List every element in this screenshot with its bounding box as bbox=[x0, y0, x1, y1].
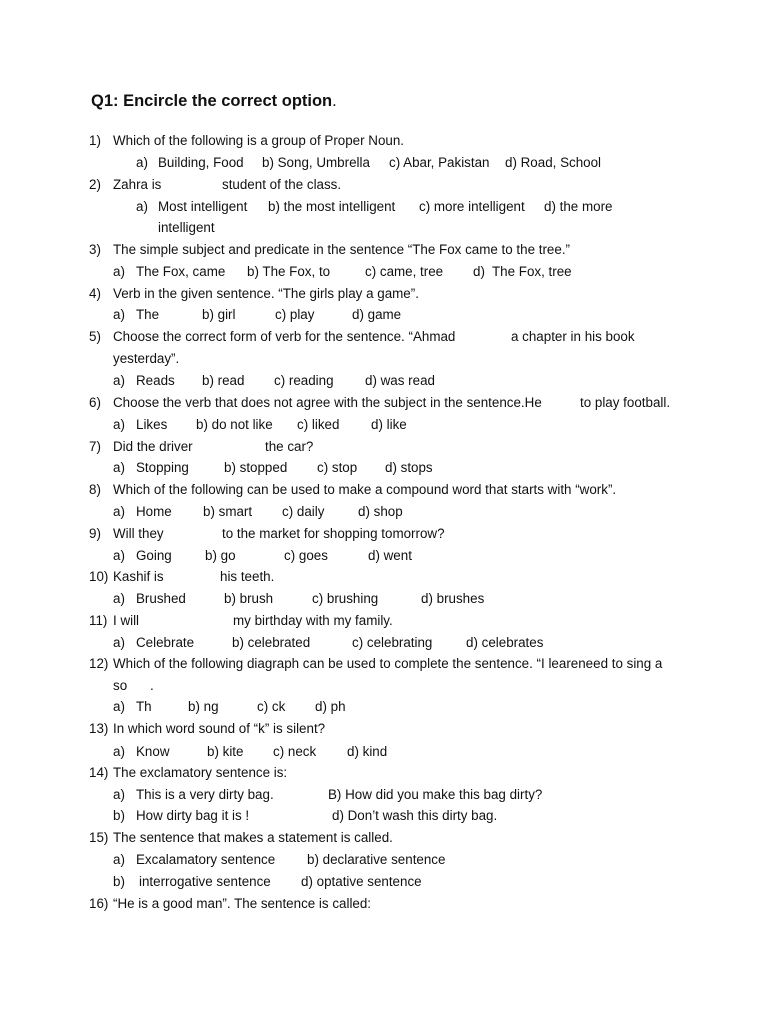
option-d: d) Don’t wash this dirty bag. bbox=[332, 808, 498, 823]
question-text-after-blank: to play football. bbox=[580, 395, 671, 410]
option-d: The Fox, tree bbox=[492, 264, 572, 279]
option-a: This is a very dirty bag. bbox=[136, 787, 274, 802]
option-a: Excalamatory sentence bbox=[136, 852, 276, 867]
question-number: 7) bbox=[89, 439, 101, 454]
question-text: Which of the following diagraph can be used to complete the sentence. “I leareneed to sing a bbox=[113, 656, 663, 671]
option-d: d) like bbox=[371, 417, 407, 432]
option-c: c) ck bbox=[257, 699, 286, 714]
option-marker: a) bbox=[113, 504, 125, 519]
option-b: B) How did you make this bag dirty? bbox=[328, 787, 543, 802]
question-text: Zahra is bbox=[113, 177, 162, 192]
question-text-continued: yesterday”. bbox=[113, 351, 180, 366]
option-b: b) go bbox=[205, 548, 236, 563]
option-marker: a) bbox=[113, 417, 125, 432]
option-b: b) read bbox=[202, 373, 245, 388]
option-c: c) neck bbox=[273, 744, 317, 759]
question-number: 14) bbox=[89, 765, 109, 780]
question-text: Which of the following is a group of Proper Noun. bbox=[113, 133, 405, 148]
option-a: Most intelligent bbox=[158, 199, 248, 214]
question-number: 12) bbox=[89, 656, 109, 671]
question-text: Did the driver bbox=[113, 439, 193, 454]
question-text-after-blank: student of the class. bbox=[222, 177, 342, 192]
option-a: The Fox, came bbox=[136, 264, 226, 279]
question-text: Choose the verb that does not agree with the subject in the sentence.He bbox=[113, 395, 542, 410]
option-marker: a) bbox=[113, 460, 125, 475]
question-text-after-blank: to the market for shopping tomorrow? bbox=[222, 526, 445, 541]
question-text-after-blank: his teeth. bbox=[220, 569, 275, 584]
option-d: d) the more bbox=[544, 199, 613, 214]
option-marker: a) bbox=[113, 591, 125, 606]
question-text: Which of the following can be used to make a compound word that starts with “work”. bbox=[113, 482, 617, 497]
option-c: c) play bbox=[275, 307, 315, 322]
option-d: d) shop bbox=[358, 504, 403, 519]
question-text-continued: so bbox=[113, 678, 128, 693]
question-text-period: . bbox=[150, 678, 154, 693]
option-c: c) more intelligent bbox=[419, 199, 525, 214]
question-number: 1) bbox=[89, 133, 101, 148]
question-text-after-blank: the car? bbox=[265, 439, 314, 454]
question-number: 4) bbox=[89, 286, 101, 301]
option-c: c) Abar, Pakistan bbox=[389, 155, 490, 170]
option-b: b) The Fox, to bbox=[247, 264, 331, 279]
question-text: The exclamatory sentence is: bbox=[113, 765, 288, 780]
option-marker: a) bbox=[136, 155, 148, 170]
question-text: I will bbox=[113, 613, 140, 628]
option-d: d) celebrates bbox=[466, 635, 544, 650]
option-a: Reads bbox=[136, 373, 175, 388]
option-c: c) reading bbox=[274, 373, 334, 388]
option-d: d) went bbox=[368, 548, 412, 563]
option-marker: a) bbox=[113, 373, 125, 388]
title-text: Q1: Encircle the correct option bbox=[91, 92, 333, 110]
question-text: “He is a good man”. The sentence is called: bbox=[113, 896, 372, 911]
option-d: d) Road, School bbox=[505, 155, 602, 170]
question-text: Will they bbox=[113, 526, 164, 541]
option-b: b) celebrated bbox=[232, 635, 311, 650]
option-b: b) do not like bbox=[196, 417, 273, 432]
option-marker: a) bbox=[113, 744, 125, 759]
option-a: Stopping bbox=[136, 460, 189, 475]
option-c: c) liked bbox=[297, 417, 340, 432]
option-a: Celebrate bbox=[136, 635, 195, 650]
question-text: The simple subject and predicate in the sentence “The Fox came to the tree.” bbox=[113, 242, 571, 257]
question-text: Verb in the given sentence. “The girls play a game”. bbox=[113, 286, 419, 301]
question-number: 13) bbox=[89, 721, 109, 736]
option-c: interrogative sentence bbox=[139, 874, 271, 889]
option-d: d) stops bbox=[385, 460, 433, 475]
option-d: d) brushes bbox=[421, 591, 485, 606]
option-a: The bbox=[136, 307, 160, 322]
question-number: 3) bbox=[89, 242, 101, 257]
option-c: c) brushing bbox=[312, 591, 379, 606]
option-a: Building, Food bbox=[158, 155, 244, 170]
option-marker: a) bbox=[136, 199, 148, 214]
option-d: d) kind bbox=[347, 744, 388, 759]
option-b: b) the most intelligent bbox=[268, 199, 396, 214]
option-marker: a) bbox=[113, 264, 125, 279]
question-text: Choose the correct form of verb for the sentence. “Ahmad bbox=[113, 329, 456, 344]
option-b: b) brush bbox=[224, 591, 274, 606]
question-text-after-blank: my birthday with my family. bbox=[233, 613, 393, 628]
option-c: c) stop bbox=[317, 460, 358, 475]
option-b: b) Song, Umbrella bbox=[262, 155, 370, 170]
option-marker: a) bbox=[113, 548, 125, 563]
option-marker: a) bbox=[113, 852, 125, 867]
title-period: . bbox=[332, 92, 337, 110]
question-number: 9) bbox=[89, 526, 101, 541]
option-marker: b) bbox=[113, 874, 125, 889]
option-d-continued: intelligent bbox=[158, 220, 215, 235]
option-a: Th bbox=[136, 699, 152, 714]
option-b: b) kite bbox=[207, 744, 244, 759]
option-a: Know bbox=[136, 744, 170, 759]
option-c: c) celebrating bbox=[352, 635, 433, 650]
option-d: d) game bbox=[352, 307, 402, 322]
question-number: 6) bbox=[89, 395, 101, 410]
option-b: b) declarative sentence bbox=[307, 852, 446, 867]
option-d: d) was read bbox=[365, 373, 435, 388]
option-d: d) ph bbox=[315, 699, 346, 714]
option-d-marker: d) bbox=[473, 264, 485, 279]
option-b: b) girl bbox=[202, 307, 236, 322]
option-c: c) came, tree bbox=[365, 264, 444, 279]
option-b: b) stopped bbox=[224, 460, 288, 475]
question-text: In which word sound of “k” is silent? bbox=[113, 721, 326, 736]
option-c: c) goes bbox=[284, 548, 328, 563]
page-title bbox=[91, 92, 337, 111]
option-marker: a) bbox=[113, 635, 125, 650]
option-c: How dirty bag it is ! bbox=[136, 808, 250, 823]
option-b: b) ng bbox=[188, 699, 219, 714]
option-c: c) daily bbox=[282, 504, 325, 519]
option-marker: b) bbox=[113, 808, 125, 823]
question-number: 8) bbox=[89, 482, 101, 497]
question-number: 11) bbox=[89, 613, 108, 628]
question-number: 16) bbox=[89, 896, 109, 911]
option-d: d) optative sentence bbox=[301, 874, 422, 889]
option-a: Brushed bbox=[136, 591, 186, 606]
question-text-after-blank: a chapter in his book bbox=[511, 329, 635, 344]
question-number: 15) bbox=[89, 830, 109, 845]
option-marker: a) bbox=[113, 307, 125, 322]
question-number: 2) bbox=[89, 177, 101, 192]
option-a: Going bbox=[136, 548, 172, 563]
question-number: 5) bbox=[89, 329, 101, 344]
option-a: Likes bbox=[136, 417, 168, 432]
question-number: 10) bbox=[89, 569, 109, 584]
option-a: Home bbox=[136, 504, 172, 519]
option-marker: a) bbox=[113, 699, 125, 714]
question-text: The sentence that makes a statement is called. bbox=[113, 830, 393, 845]
question-text: Kashif is bbox=[113, 569, 164, 584]
option-marker: a) bbox=[113, 787, 125, 802]
option-b: b) smart bbox=[203, 504, 253, 519]
